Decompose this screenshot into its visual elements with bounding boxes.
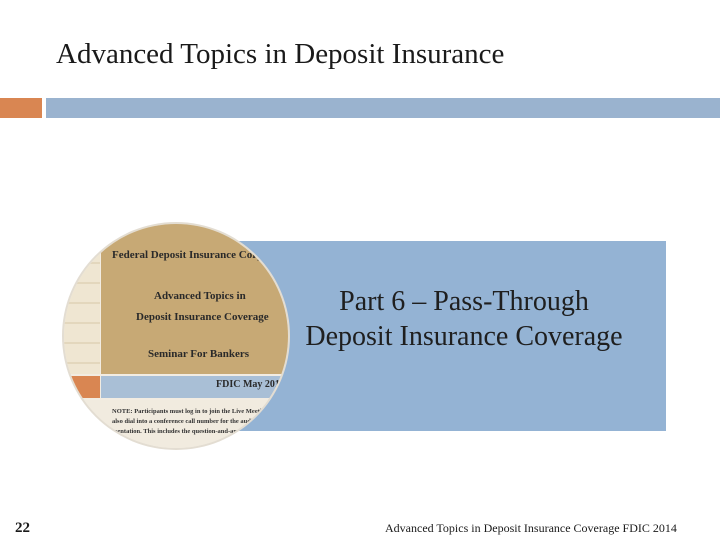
cover-note-line: NOTE: Participants must log in to join the Live Meeting po [112,408,278,415]
cover-note-line: esentation. This includes the question-and-answ [112,428,245,435]
accent-bar-blue [46,98,720,118]
cover-line2: Deposit Insurance Coverage [136,311,269,323]
cover-line1: Advanced Topics in [154,290,246,302]
accent-bar-orange [0,98,42,118]
cover-orange-block [64,376,100,398]
slide-title: Advanced Topics in Deposit Insurance [56,38,505,70]
cover-org: Federal Deposit Insurance Corpo [112,249,269,261]
cover-note-line: also dial into a conference call number for the audio por [112,418,268,425]
cover-stripe [64,224,100,374]
section-title: Part 6 – Pass-Through Deposit Insurance Coverage [305,286,623,352]
cover-image [64,224,288,448]
slide-number: 22 [15,520,30,536]
cover-line3: Seminar For Bankers [148,348,250,360]
slide-footer: Advanced Topics in Deposit Insurance Coverage FDIC 2014 [385,521,677,535]
cover-date: FDIC May 201 [216,379,280,390]
